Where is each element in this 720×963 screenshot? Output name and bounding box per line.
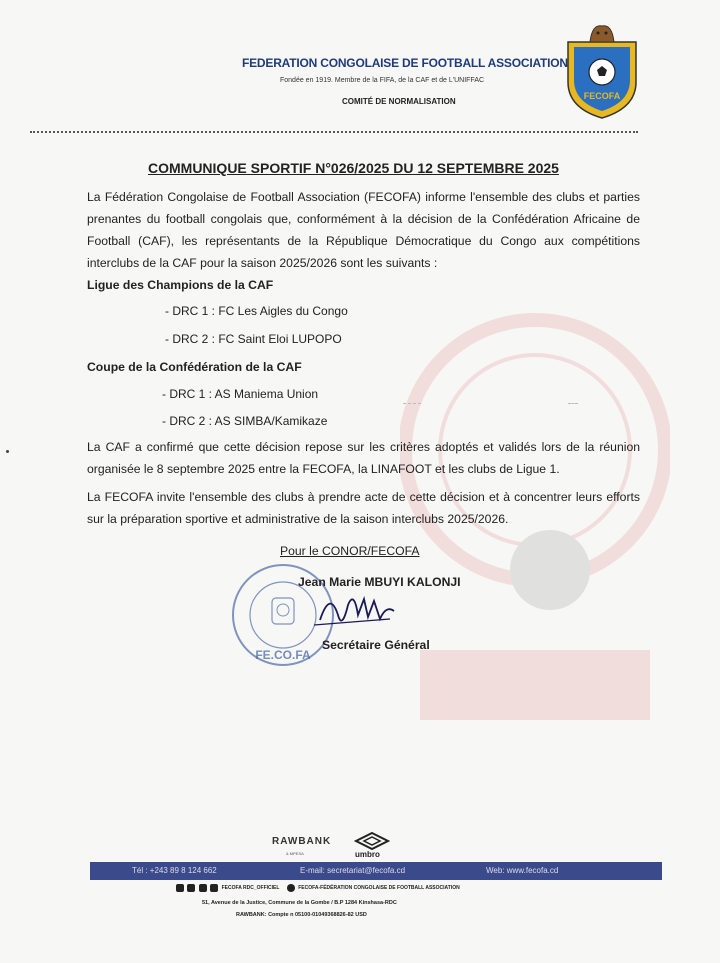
section-confederation-cup: Coupe de la Confédération de la CAF xyxy=(87,360,302,374)
youtube-icon xyxy=(199,884,207,892)
crest-text: FECOFA xyxy=(583,91,621,101)
organization-name: FEDERATION CONGOLAISE DE FOOTBALL ASSOCIATION xyxy=(242,56,568,70)
footer-bank-account: RAWBANK: Compte n 05100-01049368826-82 USD xyxy=(236,912,367,918)
fecofa-crest-logo xyxy=(564,20,640,120)
footer-address: 51, Avenue de la Justice, Commune de la Gombe / B.P 1284 Kinshasa-RDC xyxy=(202,900,397,906)
x-icon xyxy=(187,884,195,892)
umbro-diamond-icon xyxy=(354,832,390,850)
list-item: - DRC 2 : FC Saint Eloi LUPOPO xyxy=(165,332,342,346)
sponsor-umbro-logo: umbro xyxy=(355,850,380,859)
signatory-name: Jean Marie MBUYI KALONJI xyxy=(298,575,461,589)
scan-mark xyxy=(403,403,421,404)
committee-label: COMITÉ DE NORMALISATION xyxy=(342,97,456,106)
sponsor-rawbank-logo: RAWBANK xyxy=(272,836,332,847)
communique-title: COMMUNIQUE SPORTIF N°026/2025 DU 12 SEPTEMBRE 2025 xyxy=(148,160,559,176)
handwritten-signature xyxy=(310,585,400,640)
intro-paragraph: La Fédération Congolaise de Football Association (FECOFA) informe l'ensemble des clubs et parties prenantes du football congolais que, conformément à la décision de la Confédération Africaine de Football (CAF), les représentants de la République Démocratique du Congo aux compétitions interclubs de la CAF pour la saison 2025/2026 sont les suivants : xyxy=(87,190,640,270)
footer-email: E-mail: secretariat@fecofa.cd xyxy=(300,866,406,875)
footer-website: Web: www.fecofa.cd xyxy=(486,866,559,875)
list-item: - DRC 1 : AS Maniema Union xyxy=(162,387,319,401)
instagram-icon xyxy=(176,884,184,892)
on-behalf-label: Pour le CONOR/FECOFA xyxy=(280,544,420,558)
list-item: - DRC 2 : AS SIMBA/Kamikaze xyxy=(162,414,328,428)
social-handle: FECOFA RDC_OFFICIEL xyxy=(221,885,280,891)
facebook-icon xyxy=(287,884,295,892)
stamp-text: FE.CO.FA xyxy=(255,648,311,662)
scan-mark xyxy=(6,450,9,453)
footer-phone: Tél : +243 89 8 124 662 xyxy=(132,866,217,875)
scan-mark xyxy=(568,403,578,404)
section-champions-league: Ligue des Champions de la CAF xyxy=(87,278,274,292)
organization-subtitle: Fondée en 1919. Membre de la FIFA, de la CAF et de L'UNIFFAC xyxy=(280,77,485,84)
sponsor-rawbank-tagline: & MPESA xyxy=(286,851,304,856)
social-page-name: FECOFA-FÉDÉRATION CONGOLAISE DE FOOTBALL ASSOCIATION xyxy=(298,885,460,891)
footer-social-row xyxy=(176,884,466,896)
invitation-paragraph: La FECOFA invite l'ensemble des clubs à prendre acte de cette décision et à concentrer leurs efforts sur la préparation sportive et administrative de la saison interclubs 2025/2026. xyxy=(87,490,640,526)
confirmation-paragraph: La CAF a confirmé que cette décision repose sur les critères adoptés et validés lors de la réunion organisée le 8 septembre 2025 entre la FECOFA, la LINAFOOT et les clubs de Ligue 1. xyxy=(87,440,640,476)
signatory-title: Secrétaire Général xyxy=(322,638,430,652)
tiktok-icon xyxy=(210,884,218,892)
list-item: - DRC 1 : FC Les Aigles du Congo xyxy=(165,304,348,318)
header-divider xyxy=(30,131,638,133)
